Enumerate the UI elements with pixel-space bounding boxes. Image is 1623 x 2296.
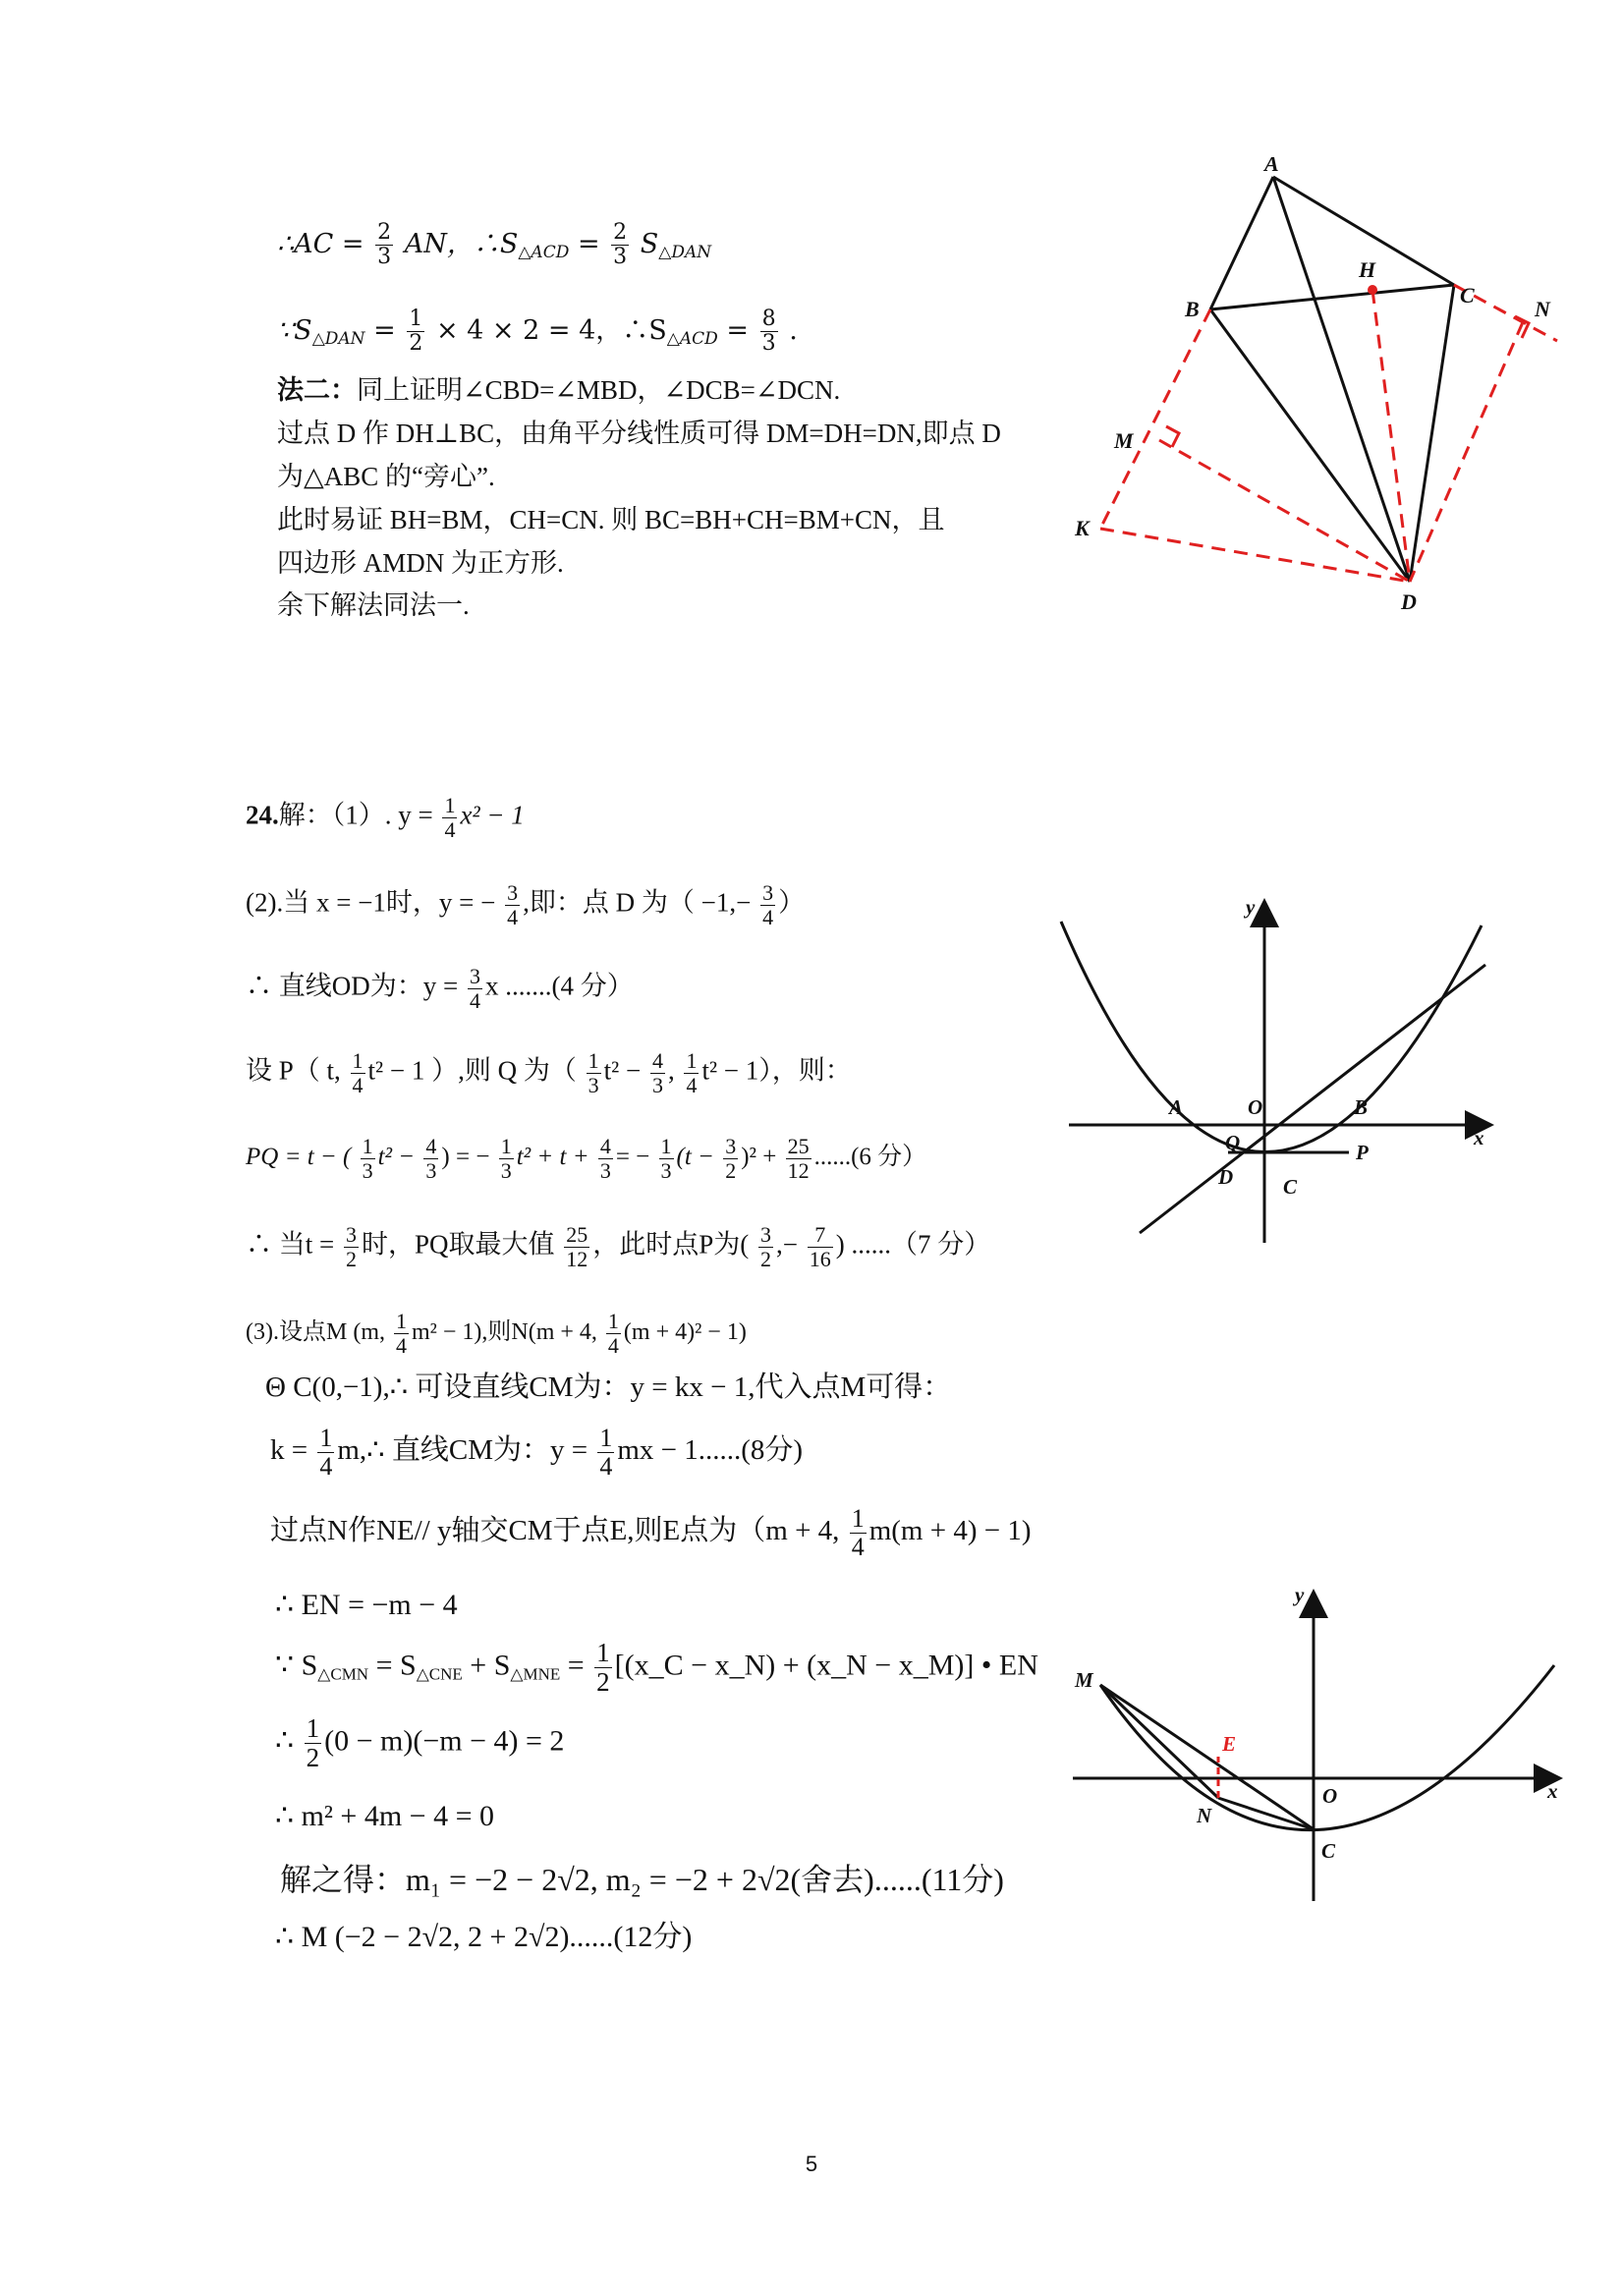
label-Q: Q: [1225, 1131, 1241, 1154]
fraction: $\frac{7}{16}$: [809, 1222, 831, 1271]
fraction: $\frac{1}{4}$: [851, 1504, 865, 1561]
parabola-figure-2: [1061, 1577, 1572, 1911]
fraction: $\frac{1}{3}$: [362, 1134, 373, 1183]
q24-part2: (2).当 x = −1时，y = − $\frac{3}{4}$ ,即：点 D 为（ −1,− $\frac{3}{4}$ ）: [246, 880, 806, 929]
text-line: 余下解法同法一.: [277, 590, 470, 620]
segment-MN: [1100, 1685, 1218, 1798]
fraction: $\frac{4}{3}$: [599, 1134, 611, 1183]
label-C: C: [1321, 1839, 1336, 1863]
fraction: $\frac{1}{3}$: [588, 1048, 599, 1097]
q24-area-equation: ∴ $\frac{1}{2}$ (0 − m)(−m − 4) = 2: [275, 1713, 565, 1772]
q24-max-value: ∴ 当t = $\frac{3}{2}$ 时，PQ取最大值 $\frac{25}{12}$ ，此时点P为( $\frac{3}{2}$ ,− $\frac{7}{16}$ ) ......（7 分）: [246, 1222, 991, 1271]
eq-area-dan: $\because S_{\triangle DAN}$ = $\frac{1}{2}$ × 4 × 2 = 4，$\therefore S_{\triangle ACD}$ = $\frac{8}{3}$ .: [277, 307, 798, 356]
q24-part3: (3).设点M (m, $\frac{1}{4}$ m² − 1),则N(m + 4, $\frac{1}{4}$ (m + 4)² − 1): [246, 1309, 747, 1358]
geometry-figure-1: [1061, 157, 1572, 619]
q24-line-cm: Θ C(0,−1),∴ 可设直线CM为：y = kx − 1,代入点M可得：: [265, 1372, 952, 1403]
label-A: A: [1264, 157, 1279, 176]
fraction: $\frac{1}{4}$: [686, 1048, 698, 1097]
segment-BD: [1210, 309, 1410, 582]
fraction: $\frac{1}{3}$: [500, 1134, 512, 1183]
fraction: $\frac{1}{2}$: [596, 1638, 610, 1697]
fraction: $\frac{1}{2}$: [409, 307, 423, 356]
segment-BC: [1210, 285, 1454, 309]
q24-part1: 24.解：（1）. y = $\frac{1}{4}$ x² − 1: [246, 793, 525, 842]
method2-line: 法二：同上证明∠CBD=∠MBD，∠DCB=∠DCN.: [277, 375, 841, 405]
label-C: C: [1283, 1175, 1298, 1199]
parabola-curve: [1061, 922, 1482, 1152]
fraction: $\frac{1}{4}$: [599, 1424, 613, 1481]
label-K: K: [1075, 516, 1090, 540]
label-x: x: [1547, 1779, 1558, 1803]
text-line: 为△ABC 的“旁心”.: [277, 462, 495, 491]
q24-area-split: ∵ $S_{\triangle CMN} = S_{\triangle CNE} + S_{\triangle MNE}$ = $\frac{1}{2}$ [(x_C − x_N) + (x_N − x_M)] • EN: [275, 1638, 1038, 1697]
fraction: $\frac{4}{3}$: [651, 1048, 663, 1097]
fraction: $\frac{1}{4}$: [352, 1048, 364, 1097]
label-B: B: [1185, 297, 1200, 321]
label-H: H: [1359, 257, 1376, 282]
label-y: y: [1295, 1583, 1305, 1606]
point-H: [1368, 285, 1377, 295]
fraction: $\frac{1}{2}$: [306, 1713, 320, 1772]
label-y: y: [1246, 895, 1256, 919]
q24-quadratic: ∴ m² + 4m − 4 = 0: [275, 1800, 495, 1832]
page-number: 5: [805, 2152, 818, 2176]
text-line: 此时易证 BH=BM，CH=CN. 则 BC=BH+CH=BM+CN，且: [277, 505, 945, 534]
q24-point-e: 过点N作NE// y轴交CM于点E,则E点为（m + 4, $\frac{1}{4}$ m(m + 4) − 1): [270, 1504, 1032, 1561]
q24-solutions: 解之得：m₁ = −2 − 2√2, m₂ = −2 + 2√2(舍去)......(11分): [280, 1862, 1004, 1897]
label-D: D: [1218, 1165, 1234, 1189]
fraction: $\frac{3}{4}$: [507, 880, 519, 929]
fraction: $\frac{25}{12}$: [566, 1222, 588, 1271]
label-x: x: [1474, 1126, 1484, 1149]
fraction: $\frac{4}{3}$: [425, 1134, 437, 1183]
fraction: $\frac{1}{4}$: [607, 1309, 619, 1358]
fraction: $\frac{8}{3}$: [761, 307, 776, 356]
text-line: 四边形 AMDN 为正方形.: [277, 548, 564, 578]
fraction: $\frac{3}{4}$: [762, 880, 774, 929]
fraction: $\frac{2}{3}$: [613, 220, 628, 269]
fraction: $\frac{1}{4}$: [319, 1424, 333, 1481]
question-number: 24.: [246, 800, 279, 830]
fraction: $\frac{3}{2}$: [725, 1134, 737, 1183]
segment-AD: [1273, 177, 1410, 582]
segment-CD: [1410, 285, 1454, 582]
segment-AB: [1210, 177, 1273, 309]
q24-final-answer: ∴ M (−2 − 2√2, 2 + 2√2)......(12分): [275, 1921, 693, 1953]
label-E: E: [1222, 1732, 1237, 1756]
segment-BK: [1100, 309, 1210, 529]
fraction: $\frac{25}{12}$: [787, 1134, 810, 1183]
label-P: P: [1356, 1141, 1369, 1164]
fraction: $\frac{3}{4}$: [469, 964, 480, 1013]
line-od: [1140, 965, 1485, 1233]
fraction: $\frac{1}{4}$: [395, 1309, 407, 1358]
fraction: $\frac{2}{3}$: [377, 220, 392, 269]
fraction: $\frac{3}{2}$: [345, 1222, 357, 1271]
label-O: O: [1322, 1784, 1338, 1808]
segment-ND: [1410, 322, 1523, 582]
method2-label: 法二：: [277, 375, 357, 405]
label-B: B: [1354, 1095, 1369, 1119]
label-D: D: [1401, 589, 1417, 614]
fraction: $\frac{1}{4}$: [444, 793, 456, 842]
parabola-figure-1: [1041, 884, 1503, 1248]
eq-ac-an: ∴AC = $\frac{2}{3}$ AN，$\therefore S_{\triangle ACD}$ = $\frac{2}{3}$ $S_{\triangle DAN}$: [277, 220, 712, 269]
label-C: C: [1460, 283, 1475, 308]
label-A: A: [1169, 1095, 1184, 1119]
text-line: 过点 D 作 DH⊥BC，由角平分线性质可得 DM=DH=DN,即点 D: [277, 419, 1001, 448]
q24-slope-k: k = $\frac{1}{4}$ m,∴ 直线CM为：y = $\frac{1}{4}$ mx − 1......(8分): [270, 1424, 804, 1481]
q24-pq-expression: PQ = t − ( $\frac{1}{3}$ t² − $\frac{4}{3}$ ) = − $\frac{1}{3}$ t² + t + $\frac{4}{3}$ = − $\frac{1}{3}$ (t − $\frac{3}{2}$ )² + $\frac{25}{12}$ ......(6 分）: [246, 1134, 927, 1183]
label-N: N: [1535, 297, 1550, 321]
q24-en: ∴ EN = −m − 4: [275, 1589, 458, 1621]
label-M: M: [1075, 1668, 1093, 1692]
q24-line-od: ∴ 直线OD为：y = $\frac{3}{4}$ x .......(4 分）: [246, 964, 634, 1013]
label-O: O: [1248, 1095, 1263, 1119]
label-M: M: [1114, 428, 1134, 453]
label-N: N: [1197, 1804, 1212, 1827]
fraction: $\frac{3}{2}$: [760, 1222, 772, 1271]
q24-set-p: 设 P（ t, $\frac{1}{4}$ t² − 1 ）,则 Q 为（ $\frac{1}{3}$ t² − $\frac{4}{3}$ , $\frac{1}{4}$ t² − 1），则：: [246, 1048, 852, 1097]
fraction: $\frac{1}{3}$: [660, 1134, 672, 1183]
